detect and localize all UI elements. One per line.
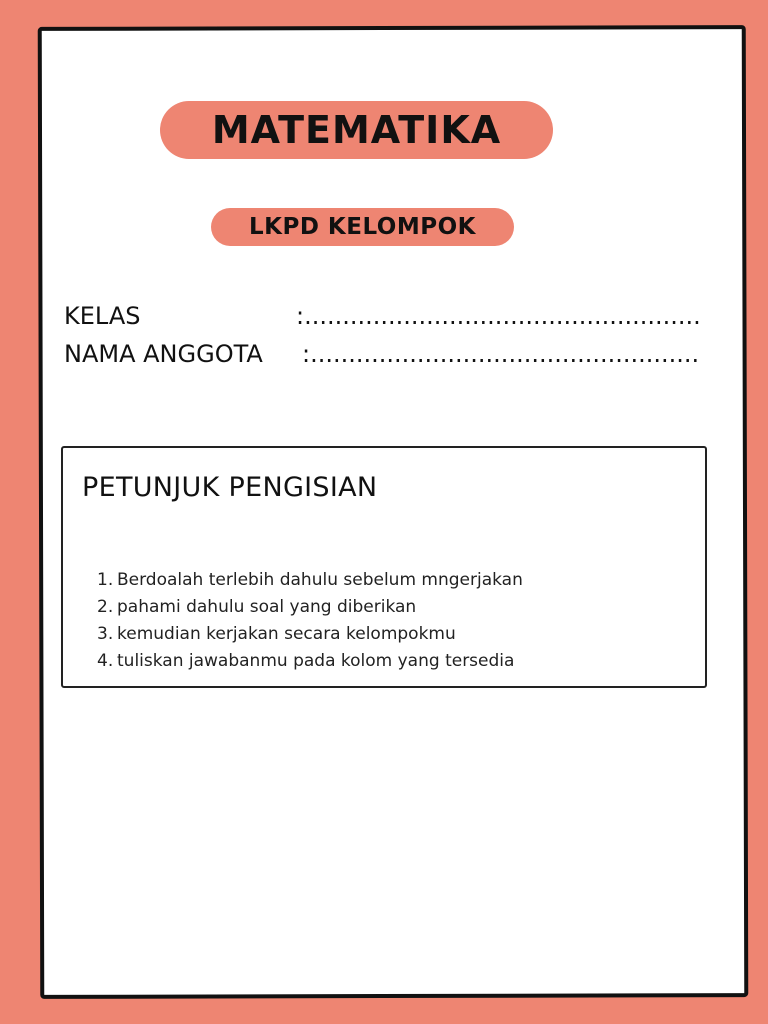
instructions-box (61, 446, 707, 688)
page-title: MATEMATIKA (211, 108, 502, 152)
instruction-text: kemudian kerjakan secara kelompokmu (117, 624, 456, 644)
instruction-number: 3. (97, 624, 114, 644)
field-kelas-label: KELAS (64, 302, 141, 330)
instruction-number: 1. (97, 570, 114, 590)
page-subtitle: LKPD KELOMPOK (249, 213, 476, 240)
field-nama-anggota-label: NAMA ANGGOTA (64, 340, 263, 368)
instruction-item (97, 567, 523, 594)
field-nama-anggota (64, 340, 714, 374)
instruction-text: Berdoalah terlebih dahulu sebelum mngerjakan (117, 570, 523, 590)
field-kelas-blank: :.................................................... (296, 302, 701, 330)
instruction-number: 2. (97, 597, 114, 617)
field-nama-anggota-blank: :................................................... (302, 340, 700, 368)
instruction-text: tuliskan jawabanmu pada kolom yang tersedia (117, 651, 515, 671)
instruction-item (97, 594, 523, 621)
instruction-text: pahami dahulu soal yang diberikan (117, 597, 417, 617)
field-kelas (64, 302, 714, 336)
instruction-item (97, 621, 523, 648)
instruction-item (97, 648, 523, 675)
instructions-list (97, 567, 523, 675)
instruction-number: 4. (97, 651, 114, 671)
subtitle-badge (211, 208, 514, 246)
title-badge (160, 101, 553, 159)
instructions-title: PETUNJUK PENGISIAN (82, 472, 378, 503)
